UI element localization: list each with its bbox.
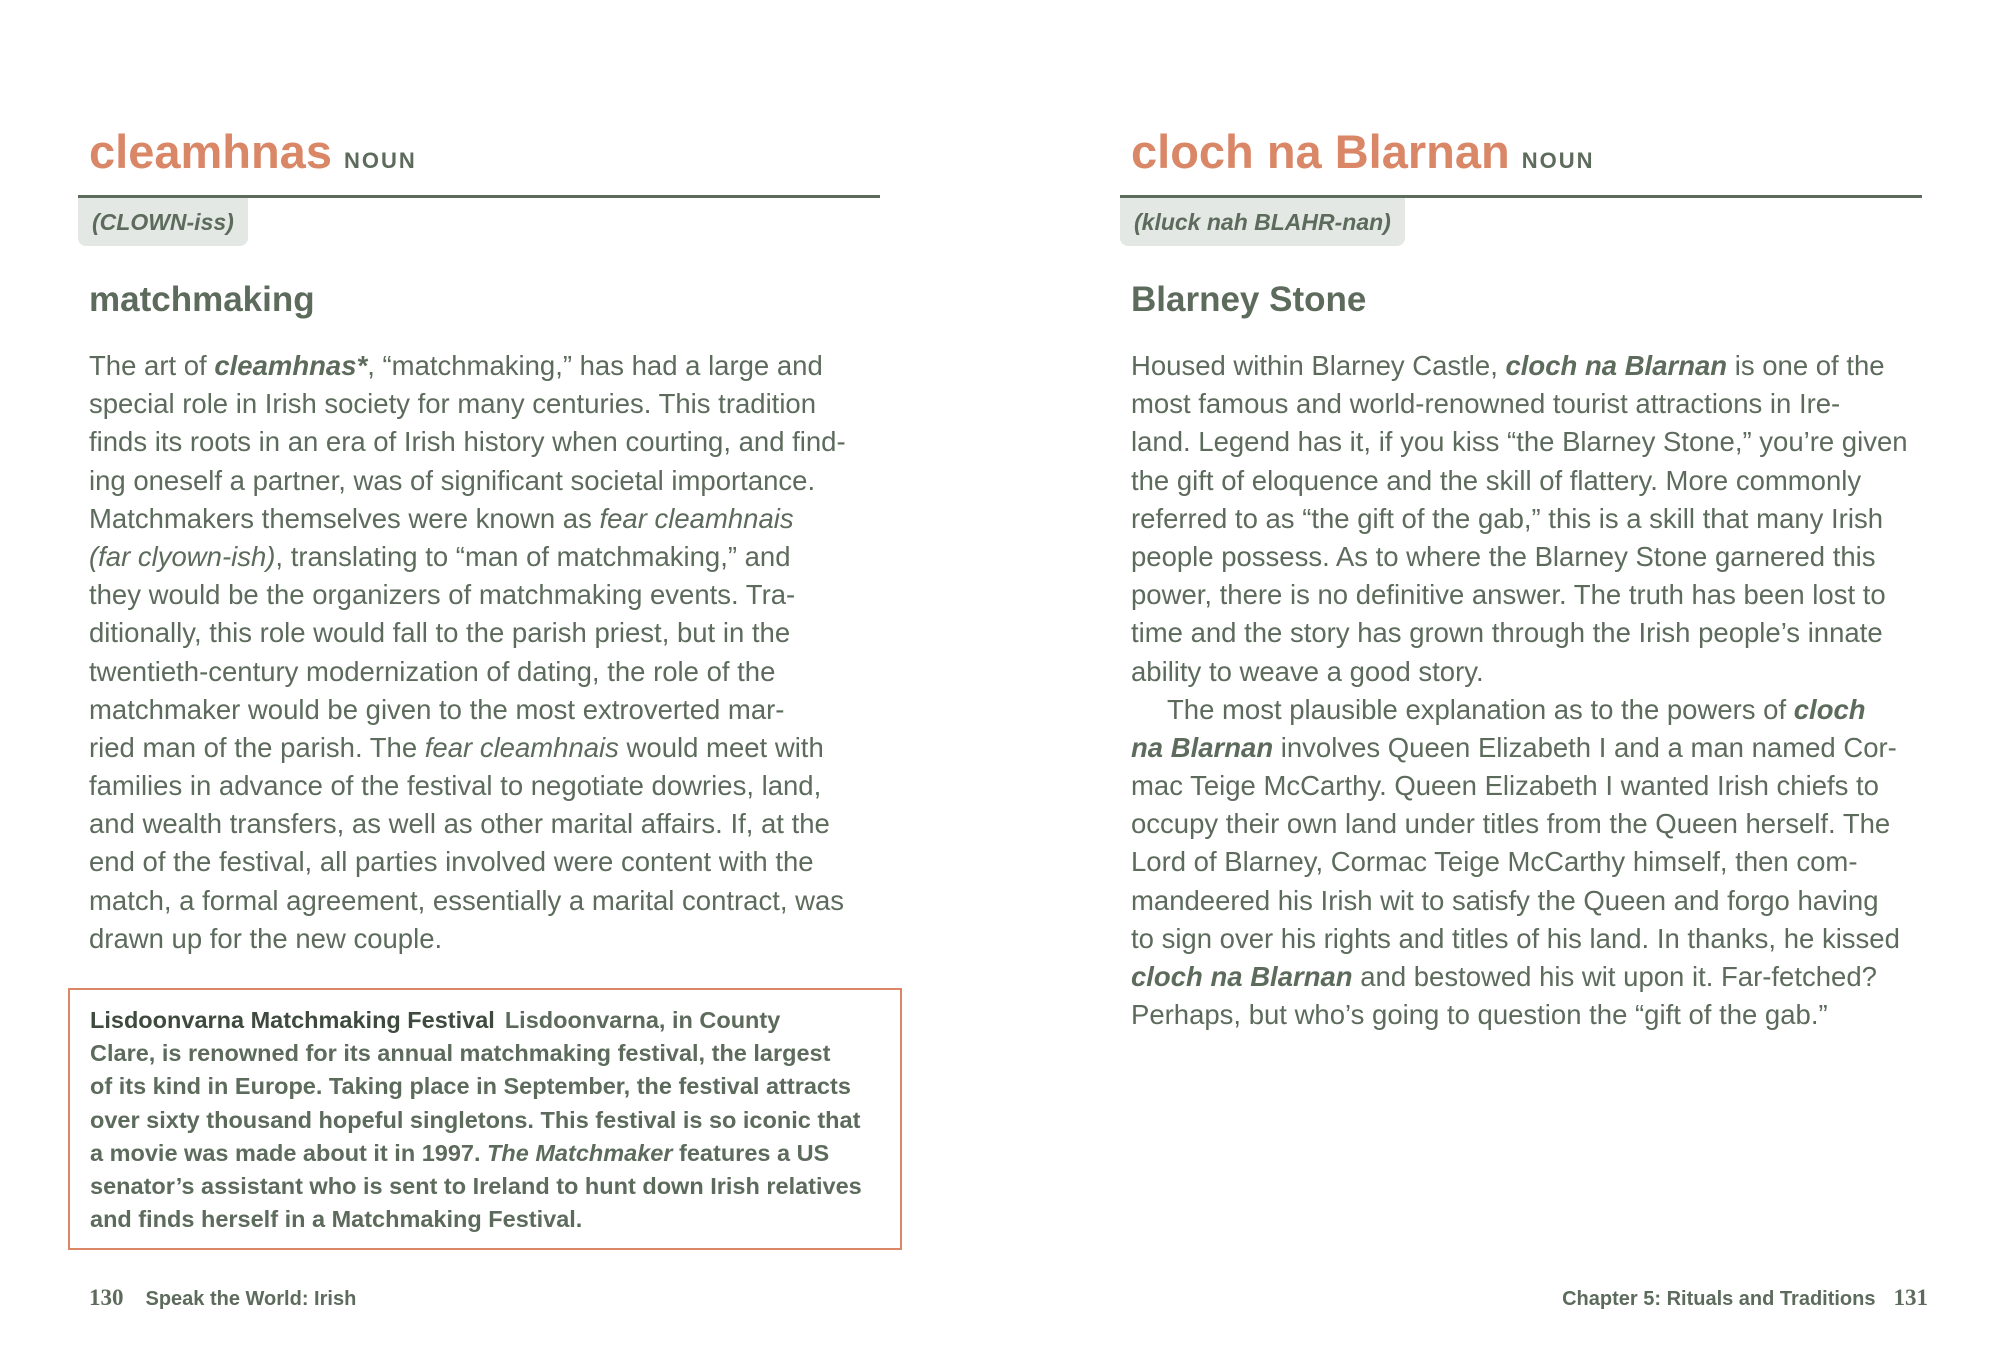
text-line: power, there is no definitive answer. The truth has been lost to bbox=[1131, 579, 1886, 611]
text-line: drawn up for the new couple. bbox=[89, 922, 443, 954]
text-line: mandeered his Irish wit to satisfy the Queen and forgo having bbox=[1131, 884, 1879, 916]
text-line: time and the story has grown through the Irish people’s innate bbox=[1131, 617, 1883, 649]
text-line: occupy their own land under titles from the Queen herself. The bbox=[1131, 808, 1891, 840]
text-line: mac Teige McCarthy. Queen Elizabeth I wanted Irish chiefs to bbox=[1131, 770, 1879, 802]
meaning-heading: matchmaking bbox=[89, 280, 315, 319]
page-number: 130 bbox=[89, 1285, 124, 1310]
page-footer bbox=[89, 1285, 356, 1311]
text-line: Housed within Blarney Castle, cloch na Blarnan is one of the bbox=[1131, 350, 1885, 381]
emphasis-text: cloch na Blarnan bbox=[1505, 350, 1728, 381]
text-line: end of the festival, all parties involved were content with the bbox=[89, 846, 814, 878]
body-text bbox=[1131, 347, 1921, 1034]
entry-heading bbox=[1120, 118, 1922, 198]
part-of-speech: NOUN bbox=[1521, 148, 1595, 173]
sidebar-line: of its kind in Europe. Taking place in September, the festival attracts bbox=[90, 1073, 851, 1100]
pronunciation-tab: (CLOWN-iss) bbox=[78, 198, 248, 246]
text-line: cloch na Blarnan and bestowed his wit upon it. Far-fetched? bbox=[1131, 961, 1877, 992]
pronunciation-tab: (kluck nah BLAHR-nan) bbox=[1120, 198, 1405, 246]
emphasis-text: The Matchmaker bbox=[487, 1139, 673, 1166]
text-line: ried man of the parish. The fear cleamhnais would meet with bbox=[89, 731, 824, 763]
book-title: Speak the World: Irish bbox=[145, 1288, 357, 1310]
text-line: matchmaker would be given to the most extroverted mar- bbox=[89, 693, 785, 725]
text-line: families in advance of the festival to negotiate dowries, land, bbox=[89, 770, 822, 802]
entry-heading bbox=[78, 118, 880, 198]
sidebar-title: Lisdoonvarna Matchmaking Festival bbox=[90, 1007, 495, 1033]
part-of-speech: NOUN bbox=[343, 148, 417, 173]
text-line: match, a formal agreement, essentially a marital contract, was bbox=[89, 884, 845, 916]
emphasis-text: cleamhnas* bbox=[214, 350, 368, 381]
chapter-title: Chapter 5: Rituals and Traditions bbox=[1562, 1288, 1876, 1310]
emphasis-text: (far clyown-ish) bbox=[89, 540, 276, 572]
text-line: to sign over his rights and titles of his land. In thanks, he kissed bbox=[1131, 922, 1900, 954]
text-line: The art of cleamhnas*, “matchmaking,” has had a large and bbox=[89, 350, 823, 381]
sidebar-line: and finds herself in a Matchmaking Festival. bbox=[90, 1206, 583, 1233]
text-line: most famous and world-renowned tourist attractions in Ire- bbox=[1131, 388, 1841, 420]
meaning-heading: Blarney Stone bbox=[1131, 280, 1367, 319]
text-line: Perhaps, but who’s going to question the “gift of the gab.” bbox=[1131, 999, 1828, 1031]
text-line: ability to weave a good story. bbox=[1131, 655, 1484, 687]
emphasis-text: fear cleamhnais bbox=[599, 502, 794, 534]
text-line: ing oneself a partner, was of significant societal importance. bbox=[89, 464, 816, 496]
sidebar-box bbox=[68, 988, 902, 1250]
right-page bbox=[1000, 0, 2000, 1363]
page-footer bbox=[1562, 1285, 1928, 1311]
emphasis-text: fear cleamhnais bbox=[424, 731, 619, 763]
emphasis-text: cloch na Blarnan bbox=[1131, 961, 1353, 992]
body-text bbox=[89, 347, 879, 958]
text-line: Matchmakers themselves were known as fear cleamhnais bbox=[89, 502, 794, 534]
text-line: The most plausible explanation as to the powers of cloch bbox=[1167, 693, 1866, 725]
sidebar-text bbox=[90, 1004, 862, 1236]
sidebar-line: over sixty thousand hopeful singletons. This festival is so iconic that bbox=[90, 1106, 861, 1133]
sidebar-line: Lisdoonvarna Matchmaking Festival Lisdoonvarna, in County bbox=[90, 1007, 781, 1033]
sidebar-line: senator’s assistant who is sent to Ireland to hunt down Irish relatives bbox=[90, 1172, 862, 1199]
text-line: the gift of eloquence and the skill of flattery. More commonly bbox=[1131, 464, 1862, 496]
headword: cleamhnas NOUN bbox=[89, 125, 417, 178]
emphasis-text: na Blarnan bbox=[1131, 731, 1274, 763]
page-number: 131 bbox=[1893, 1285, 1928, 1310]
text-line: land. Legend has it, if you kiss “the Blarney Stone,” you’re given bbox=[1131, 426, 1908, 458]
sidebar-line: Clare, is renowned for its annual matchmaking festival, the largest bbox=[90, 1040, 831, 1067]
text-line: na Blarnan involves Queen Elizabeth I and a man named Cor- bbox=[1131, 731, 1897, 763]
text-line: (far clyown-ish), translating to “man of matchmaking,” and bbox=[89, 540, 791, 572]
text-line: Lord of Blarney, Cormac Teige McCarthy himself, then com- bbox=[1131, 846, 1858, 878]
text-line: referred to as “the gift of the gab,” this is a skill that many Irish bbox=[1131, 502, 1883, 534]
headword: cloch na Blarnan NOUN bbox=[1131, 125, 1595, 178]
text-line: special role in Irish society for many centuries. This tradition bbox=[89, 388, 817, 420]
text-line: people possess. As to where the Blarney Stone garnered this bbox=[1131, 540, 1876, 572]
emphasis-text: cloch bbox=[1793, 693, 1866, 725]
sidebar-line: a movie was made about it in 1997. The Matchmaker features a US bbox=[90, 1139, 830, 1166]
text-line: they would be the organizers of matchmaking events. Tra- bbox=[89, 579, 796, 611]
text-line: finds its roots in an era of Irish history when courting, and find- bbox=[89, 426, 846, 458]
text-line: twentieth-century modernization of dating, the role of the bbox=[89, 655, 776, 687]
text-line: ditionally, this role would fall to the parish priest, but in the bbox=[89, 617, 791, 649]
text-line: and wealth transfers, as well as other marital affairs. If, at the bbox=[89, 808, 830, 840]
